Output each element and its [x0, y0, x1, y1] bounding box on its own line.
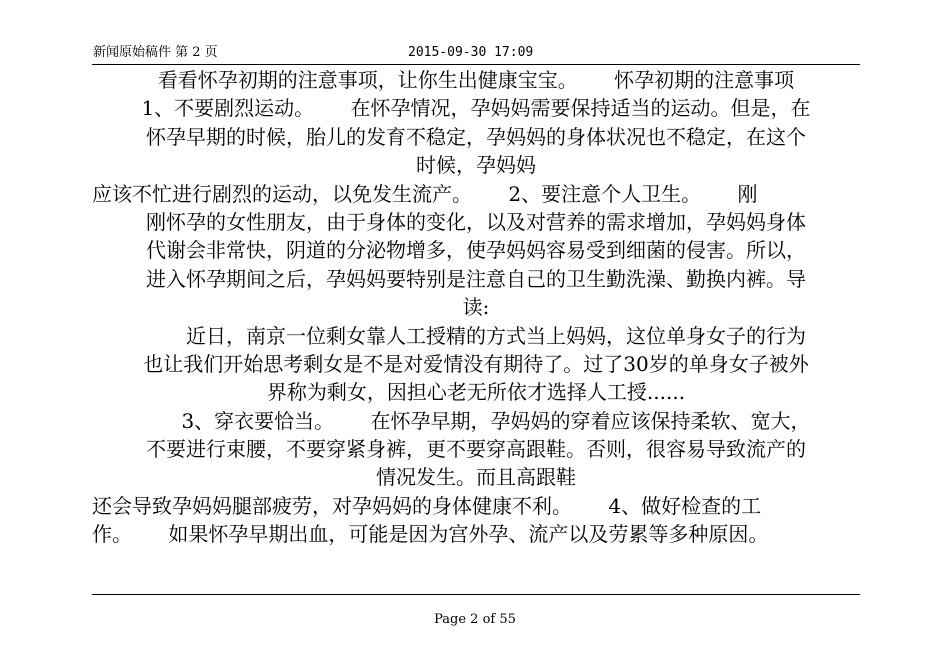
body-line: 作。 如果怀孕早期出血，可能是因为宫外孕、流产以及劳累等多种原因。	[92, 522, 769, 547]
body-line: 刚怀孕的女性朋友，由于身体的变化，以及对营养的需求增加，孕妈妈身体	[146, 209, 806, 234]
body-line: 1、不要剧烈运动。 在怀孕情况，孕妈妈需要保持适当的运动。但是，在	[141, 96, 811, 121]
article-body	[92, 66, 860, 549]
body-line: 还会导致孕妈妈腿部疲劳，对孕妈妈的身体健康不利。 4、做好检查的工	[92, 493, 762, 518]
body-line: 进入怀孕期间之后，孕妈妈要特别是注意自己的卫生勤洗澡、勤换内裤。导	[146, 266, 806, 291]
body-line: 不要进行束腰，不要穿紧身裤，更不要穿高跟鞋。否则，很容易导致流产的	[146, 437, 806, 462]
page-number-label: Page 2 of 55	[434, 612, 516, 627]
body-line: 读:	[462, 295, 490, 320]
body-line: 怀孕早期的时候，胎儿的发育不稳定，孕妈妈的身体状况也不稳定，在这个	[146, 124, 806, 149]
header-datetime: 2015-09-30 17:09	[408, 45, 534, 60]
body-line: 看看怀孕初期的注意事项，让你生出健康宝宝。 怀孕初期的注意事项	[157, 68, 795, 92]
footer-rule	[92, 594, 860, 595]
body-line: 应该不忙进行剧烈的运动，以免发生流产。 2、要注意个人卫生。 刚	[92, 181, 758, 206]
body-line: 时候，孕妈妈	[416, 153, 536, 178]
header-rule	[92, 64, 860, 65]
body-line: 也让我们开始思考剩女是不是对爱情没有期待了。过了30岁的单身女子被外	[143, 351, 809, 376]
body-line: 近日，南京一位剩女靠人工授精的方式当上妈妈，这位单身女子的行为	[146, 323, 806, 348]
body-line: 界称为剩女，因担心老无所依才选择人工授......	[266, 380, 686, 405]
body-line: 情况发生。而且高跟鞋	[376, 465, 576, 490]
body-line: 3、穿衣要恰当。 在怀孕早期，孕妈妈的穿着应该保持柔软、宽大，	[141, 408, 811, 433]
body-line: 代谢会非常快，阴道的分泌物增多，使孕妈妈容易受到细菌的侵害。所以，	[146, 238, 806, 263]
header-source-label: 新闻原始稿件 第 2 页	[93, 45, 218, 60]
